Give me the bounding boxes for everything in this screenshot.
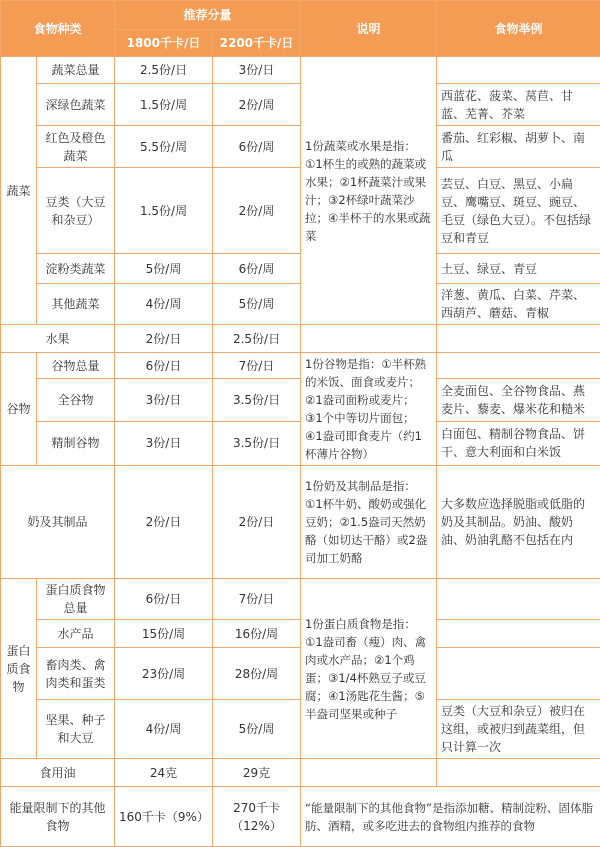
value-2200: 28份/周 bbox=[213, 648, 301, 700]
value-1800: 24克 bbox=[115, 759, 213, 787]
note-grains: 1份谷物是指：①半杯熟的米饭、面食或麦片；②1盎司面粉或麦片；③1个中等切片面包；④1盎司即食麦片（约1杯薄片谷物） bbox=[301, 353, 437, 466]
empty-cell bbox=[301, 759, 437, 787]
value-2200: 29克 bbox=[213, 759, 301, 787]
example-cell: 番茄、红彩椒、胡萝卜、南瓜 bbox=[437, 126, 600, 168]
value-1800: 4份/周 bbox=[115, 284, 213, 325]
empty-cell bbox=[301, 325, 437, 353]
header-explanation: 说明 bbox=[301, 1, 437, 57]
value-1800: 2份/日 bbox=[115, 325, 213, 353]
row-name: 淀粉类蔬菜 bbox=[37, 254, 115, 284]
note-protein: 1份蛋白质食物是指：①1盎司畜（瘦）肉、禽肉或水产品；②1个鸡蛋；③1/4杯熟豆子或豆腐；④1汤匙花生酱；⑤半盎司坚果或种子 bbox=[301, 579, 437, 759]
row-name: 其他蔬菜 bbox=[37, 284, 115, 325]
row-name: 红色及橙色蔬菜 bbox=[37, 126, 115, 168]
value-2200: 2份/日 bbox=[213, 466, 301, 579]
row-name: 精制谷物 bbox=[37, 421, 115, 465]
value-1800: 5.5份/周 bbox=[115, 126, 213, 168]
value-2200: 3.5份/日 bbox=[213, 379, 301, 421]
example-cell bbox=[437, 353, 600, 379]
value-2200: 7份/日 bbox=[213, 353, 301, 379]
value-1800: 1.5份/周 bbox=[115, 168, 213, 254]
value-2200: 3.5份/日 bbox=[213, 421, 301, 465]
value-1800: 3份/日 bbox=[115, 379, 213, 421]
value-1800: 23份/周 bbox=[115, 648, 213, 700]
example-cell: 芸豆、白豆、黑豆、小扁豆、鹰嘴豆、斑豆、豌豆、毛豆（绿色大豆）。不包括绿豆和青豆 bbox=[437, 168, 600, 254]
example-cell: 全麦面包、全谷物食品、燕麦片、藜麦、爆米花和糙米 bbox=[437, 379, 600, 421]
row-name: 豆类（大豆和杂豆） bbox=[37, 168, 115, 254]
example-cell bbox=[437, 579, 600, 620]
example-cell bbox=[437, 620, 600, 648]
row-name: 畜肉类、禽肉类和蛋类 bbox=[37, 648, 115, 700]
value-1800: 5份/周 bbox=[115, 254, 213, 284]
row-name-other: 能量限制下的其他食物 bbox=[1, 787, 115, 847]
example-cell: 西蓝花、菠菜、莴苣、甘蓝、芜菁、芥菜 bbox=[437, 84, 600, 126]
header-examples: 食物举例 bbox=[437, 1, 600, 57]
value-2200: 2份/周 bbox=[213, 168, 301, 254]
value-1800: 2份/日 bbox=[115, 466, 213, 579]
value-1800: 6份/日 bbox=[115, 353, 213, 379]
row-name-oil: 食用油 bbox=[1, 759, 115, 787]
value-2200: 6份/周 bbox=[213, 254, 301, 284]
header-recommended: 推荐分量 bbox=[115, 1, 301, 30]
note-vegetables: 1份蔬菜或水果是指：①1杯生的或熟的蔬菜或水果；②1杯蔬菜汁或果汁；③2杯绿叶蔬菜沙拉；④半杯干的水果或蔬菜 bbox=[301, 57, 437, 325]
value-2200: 16份/周 bbox=[213, 620, 301, 648]
value-1800: 160千卡（9%） bbox=[115, 787, 213, 847]
value-1800: 1.5份/周 bbox=[115, 84, 213, 126]
row-name: 深绿色蔬菜 bbox=[37, 84, 115, 126]
value-1800: 15份/周 bbox=[115, 620, 213, 648]
note-dairy: 1份奶及其制品是指：①1杯牛奶、酸奶或强化豆奶；②1.5盎司天然奶酪（如切达干酪）或2盎司加工奶酪 bbox=[301, 466, 437, 579]
header-1800kcal: 1800千卡/日 bbox=[115, 30, 213, 57]
value-2200: 7份/日 bbox=[213, 579, 301, 620]
value-2200: 6份/周 bbox=[213, 126, 301, 168]
header-food-type: 食物种类 bbox=[1, 1, 115, 57]
row-name-dairy: 奶及其制品 bbox=[1, 466, 115, 579]
group-label-protein: 蛋白质食物 bbox=[1, 579, 37, 759]
example-cell bbox=[437, 57, 600, 84]
row-name: 蛋白质食物总量 bbox=[37, 579, 115, 620]
value-2200: 270千卡（12%） bbox=[213, 787, 301, 847]
row-name-fruit: 水果 bbox=[1, 325, 115, 353]
example-cell: 洋葱、黄瓜、白菜、芹菜、西葫芦、蘑菇、青椒 bbox=[437, 284, 600, 325]
row-name: 蔬菜总量 bbox=[37, 57, 115, 84]
row-name: 谷物总量 bbox=[37, 353, 115, 379]
header-2200kcal: 2200千卡/日 bbox=[213, 30, 301, 57]
group-label-grains: 谷物 bbox=[1, 353, 37, 466]
value-2200: 2.5份/日 bbox=[213, 325, 301, 353]
row-name: 坚果、种子和大豆 bbox=[37, 700, 115, 759]
row-name: 全谷物 bbox=[37, 379, 115, 421]
example-cell: 白面包、精制谷物食品、饼干、意大利面和白米饭 bbox=[437, 421, 600, 465]
value-2200: 5份/周 bbox=[213, 284, 301, 325]
value-1800: 6份/日 bbox=[115, 579, 213, 620]
example-protein: 豆类（大豆和杂豆）被归在这组，或被归到蔬菜组，但只计算一次 bbox=[437, 700, 600, 759]
empty-cell bbox=[437, 759, 600, 787]
note-other: “能量限制下的其他食物”是指添加糖、精制淀粉、固体脂肪、酒精，或多吃进去的食物组内推荐的食物 bbox=[301, 787, 600, 847]
empty-cell bbox=[437, 325, 600, 353]
value-2200: 3份/日 bbox=[213, 57, 301, 84]
group-label-vegetables: 蔬菜 bbox=[1, 57, 37, 325]
value-1800: 3份/日 bbox=[115, 421, 213, 465]
value-2200: 2份/周 bbox=[213, 84, 301, 126]
row-name: 水产品 bbox=[37, 620, 115, 648]
value-1800: 4份/周 bbox=[115, 700, 213, 759]
value-1800: 2.5份/日 bbox=[115, 57, 213, 84]
example-cell bbox=[437, 648, 600, 700]
example-dairy: 大多数应选择脱脂或低脂的奶及其制品。奶油、酸奶油、奶油乳酪不包括在内 bbox=[437, 466, 600, 579]
example-cell: 土豆、绿豆、青豆 bbox=[437, 254, 600, 284]
value-2200: 5份/周 bbox=[213, 700, 301, 759]
